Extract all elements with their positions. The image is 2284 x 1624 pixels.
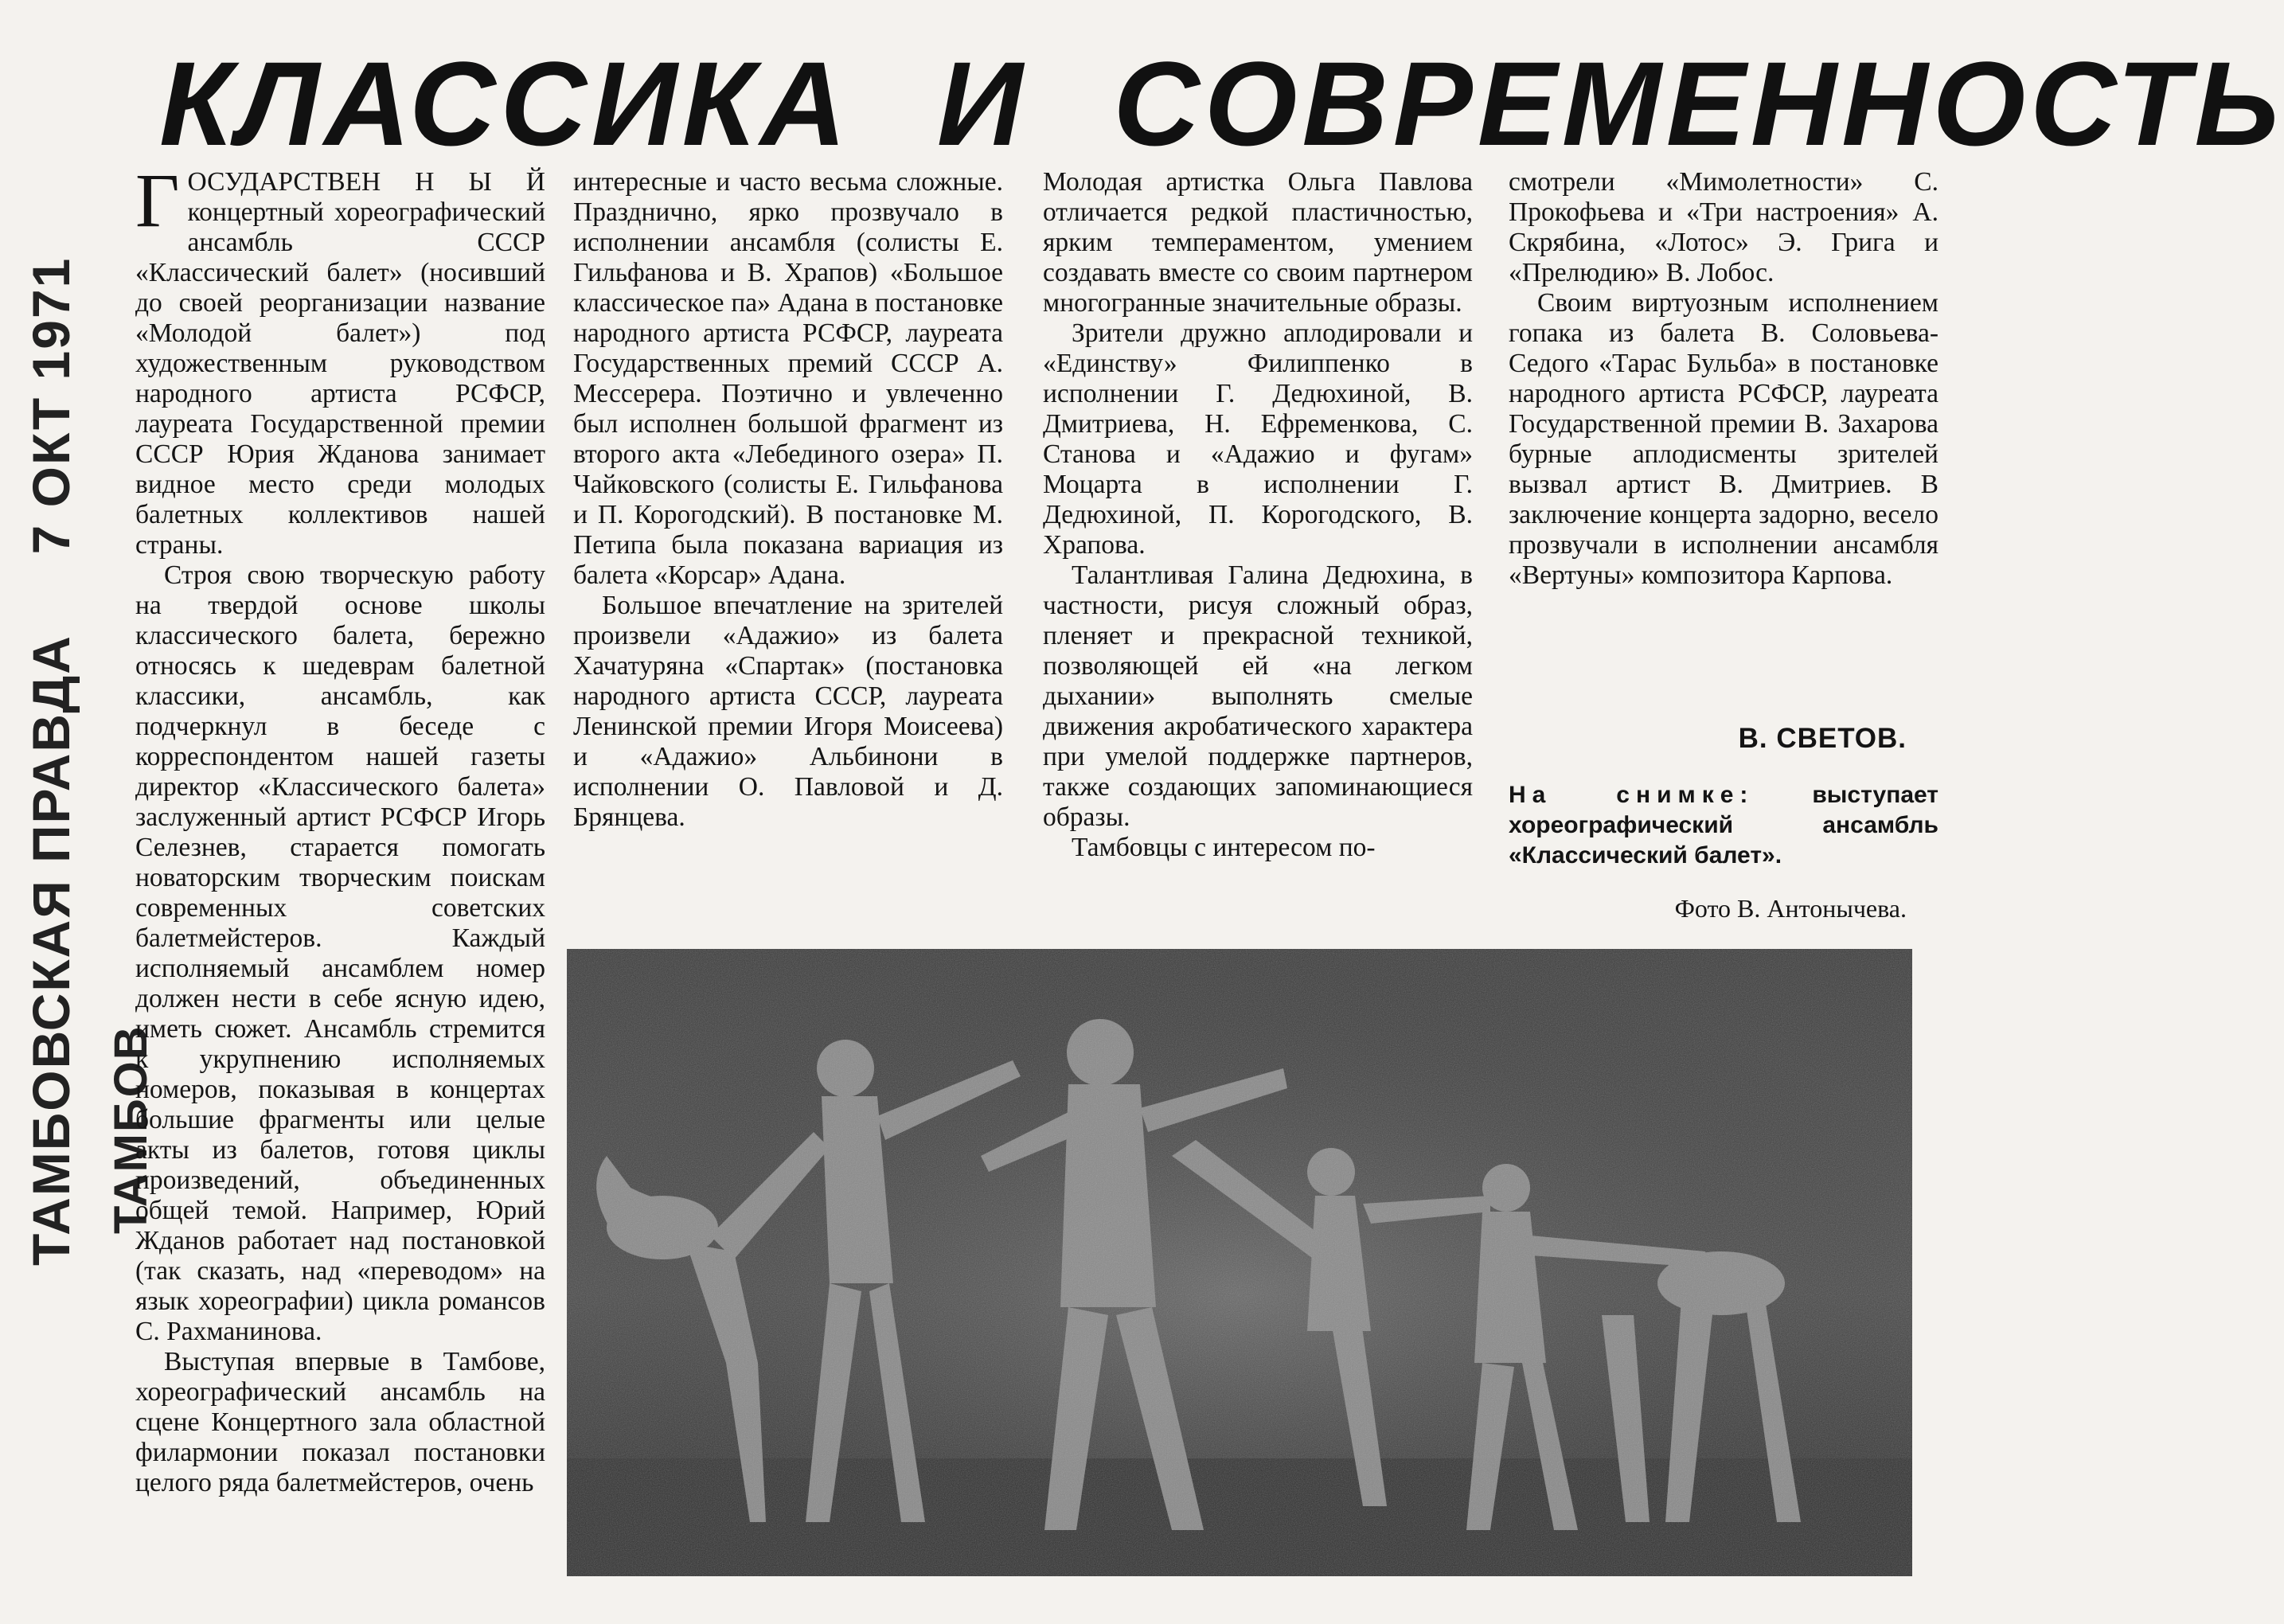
ballet-photo [567,949,1912,1576]
drop-cap: Г [135,158,180,243]
photo-caption [1509,780,1938,871]
stamp-newspaper: ТАМБОВСКАЯ ПРАВДА [21,634,80,1266]
paragraph: Молодая артистка Ольга Павлова отличается редкой пластичностью, ярким темпераментом, умением создавать вместе со своим партнером многогранные значительные образы. [1043,167,1473,318]
article-column-2 [573,167,1003,931]
paragraph: смотрели «Мимолетности» С. Прокофьева и «Три настроения» А. Скрябина, «Лотос» Э. Грига и «Прелюдию» В. Лобос. [1509,167,1938,287]
article-column-1 [135,158,545,1616]
article-column-3 [1043,167,1473,931]
stamp-line-1 [19,257,83,1266]
paragraph: Талантливая Галина Дедюхина, в частности, рисуя сложный образ, пленяет и прекрасной техникой, позволяющей ей «на легком дыхании» выполнять смелые движения акробатического характера при умелой поддержке партнеров, также создающих запоминающиеся образы. [1043,560,1473,832]
paragraph: Зрители дружно аплодировали и «Единству» Филиппенко в исполнении Г. Дедюхиной, В. Дмитриева, Н. Ефременкова, С. Станова и «Адажио и фугам» Моцарта в исполнении Г. Дедюхиной, П. Корогодского, В. Храпова. [1043,318,1473,560]
headline: КЛАССИКА И СОВРЕМЕННОСТЬ [159,37,2284,170]
paragraph: Строя свою творческую работу на твердой основе школы классического балета, бережно относясь к шедеврам балетной классики, ансамбль, как подчеркнул в беседе с корреспондентом нашей газеты директор «Классического балета» заслуженный артист РСФСР Игорь Селезнев, старается помогать новаторским творческим поискам современных советских балетмейстеров. Каждый исполняемый ансамблем номер должен нести в себе ясную идею, иметь сюжет. Ансамбль стремится к укрупнению исполняемых номеров, показывая в концертах большие фрагменты или целые акты из балетов, готовя циклы произведений, объединенных общей темой. Например, Юрий Жданов работает над постановкой (так сказать, над «переводом» на язык хореографии) цикла романсов С. Рахманинова. [135,560,545,1346]
author-signature: В. СВЕТОВ. [1738,723,1907,754]
photo-credit: Фото В. Антонычева. [1674,894,1907,923]
paragraph: Выступая впервые в Тамбове, хореографический ансамбль на сцене Концертного зала областной филармонии показал постановки целого ряда балетмейстеров, очень [135,1347,545,1497]
caption-lead: На снимке: [1509,782,1755,808]
paragraph: Тамбовцы с интересом по- [1072,833,1376,862]
paragraph: Своим виртуозным исполнением гопака из балета В. Соловьева-Седого «Тарас Бульба» в постановке народного артиста РСФСР, лауреата Государственной премии В. Захарова бурные аплодисменты зрителей вызвал артист В. Дмитриев. В заключение концерта задорно, весело прозвучали в исполнении ансамбля «Вертуны» композитора Карпова. [1509,288,1938,590]
paragraph: Большое впечатление на зрителей произвели «Адажио» из балета Хачатуряна «Спартак» (постановка народного артиста СССР, лауреата Ленинской премии Игоря Моисеева) и «Адажио» Альбинони в исполнении О. Павловой и Д. Брянцева. [573,591,1003,832]
stamp-date: 7 ОКТ 1971 [21,256,80,555]
paragraph: ГОСУДАРСТВЕН Н Ы Й концертный хореографический ансамбль СССР «Классический балет» (носивший до своей реорганизации название «Молодой балет») под художественным руководством народного артиста РСФСР, лауреата Государственной премии СССР Юрия Жданова занимает видное место среди молодых балетных коллективов нашей страны. [135,158,545,560]
stamp-city: ТАМБОВ [105,1025,157,1234]
paragraph: интересные и часто весьма сложные. Празднично, ярко прозвучало в исполнении ансамбля (солисты Е. Гильфанова и В. Храпов) «Большое классическое па» Адана в постановке народного артиста РСФСР, лауреата Государственных премий СССР А. Мессерера. Поэтично и увлеченно был исполнен большой фрагмент из второго акта «Лебединого озера» П. Чайковского (солисты Е. Гильфанова и П. Корогодский). В постановке М. Петипа была показана вариация из балета «Корсар» Адана. [573,167,1003,590]
caption-text: выступает хореографический ансамбль «Классический балет». [1509,782,1938,869]
